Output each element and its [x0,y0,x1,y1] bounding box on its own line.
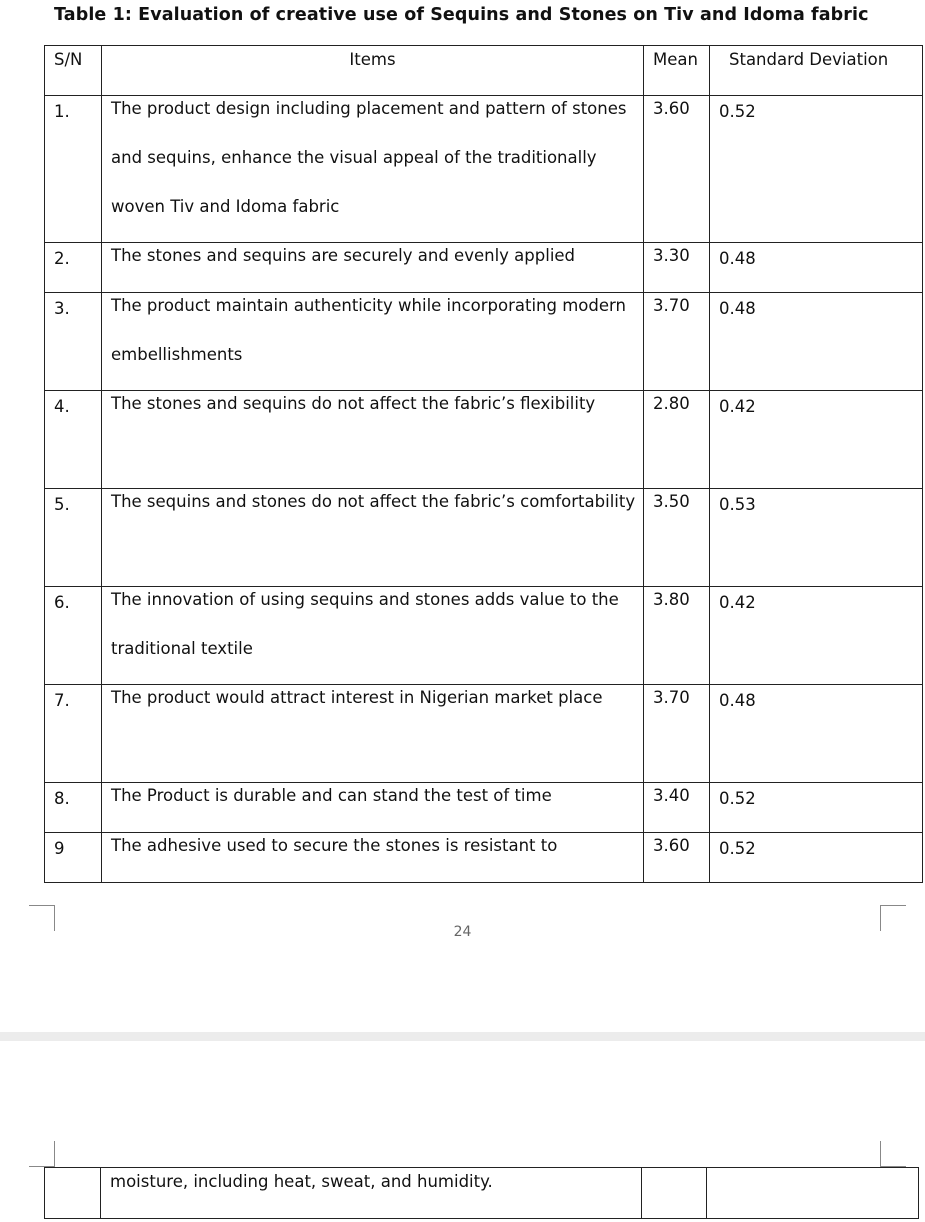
row-sn: 2. [45,243,102,293]
row-mean: 3.60 [644,833,710,883]
row-item: The stones and sequins do not affect the fabric’s flexibility [102,391,644,489]
page-break [0,1032,925,1041]
row-item: The adhesive used to secure the stones is resistant to [102,833,644,883]
table-row [45,685,923,783]
table-row [45,96,923,243]
row-sn [45,1168,101,1219]
row-mean: 2.80 [644,391,710,489]
row-mean: 3.80 [644,587,710,685]
row-mean [642,1168,707,1219]
row-mean: 3.60 [644,96,710,243]
evaluation-table [44,45,923,883]
row-sn: 4. [45,391,102,489]
table-row [45,833,923,883]
row-item: The product design including placement and pattern of stones and sequins, enhance the visual appeal of the traditionally woven Tiv and Idoma fabric [102,96,644,243]
header-sn: S/N [45,46,102,96]
row-item: The Product is durable and can stand the test of time [102,783,644,833]
row-mean: 3.40 [644,783,710,833]
row-item: moisture, including heat, sweat, and humidity. [101,1168,642,1219]
row-mean: 3.70 [644,293,710,391]
table-row [45,489,923,587]
table-row [45,293,923,391]
row-sn: 9 [45,833,102,883]
table-row [45,391,923,489]
row-mean: 3.70 [644,685,710,783]
row-item: The sequins and stones do not affect the fabric’s comfortability [102,489,644,587]
row-sd: 0.42 [710,587,923,685]
row-sd: 0.42 [710,391,923,489]
header-items: Items [102,46,644,96]
table-title: Table 1: Evaluation of creative use of Sequins and Stones on Tiv and Idoma fabric [54,5,869,25]
row-sd: 0.52 [710,96,923,243]
row-item: The product maintain authenticity while incorporating modern embellishments [102,293,644,391]
row-sn: 7. [45,685,102,783]
row-item: The stones and sequins are securely and evenly applied [102,243,644,293]
table-row [45,1168,919,1219]
row-sd: 0.48 [710,293,923,391]
row-sd: 0.53 [710,489,923,587]
header-standard-deviation: Standard Deviation [710,46,923,96]
row-sn: 6. [45,587,102,685]
row-sn: 1. [45,96,102,243]
row-sd [707,1168,919,1219]
row-sn: 8. [45,783,102,833]
row-sd: 0.52 [710,783,923,833]
table-row [45,587,923,685]
row-sn: 5. [45,489,102,587]
row-mean: 3.50 [644,489,710,587]
row-sd: 0.52 [710,833,923,883]
evaluation-table-continued [44,1167,919,1219]
row-mean: 3.30 [644,243,710,293]
row-sd: 0.48 [710,685,923,783]
crop-mark-top-left [29,1141,55,1167]
row-sd: 0.48 [710,243,923,293]
page-number: 24 [453,924,472,940]
crop-mark-top-right [880,1141,906,1167]
row-sn: 3. [45,293,102,391]
page-25 [0,1041,925,1222]
row-item: The innovation of using sequins and stones adds value to the traditional textile [102,587,644,685]
row-item: The product would attract interest in Nigerian market place [102,685,644,783]
header-mean: Mean [644,46,710,96]
